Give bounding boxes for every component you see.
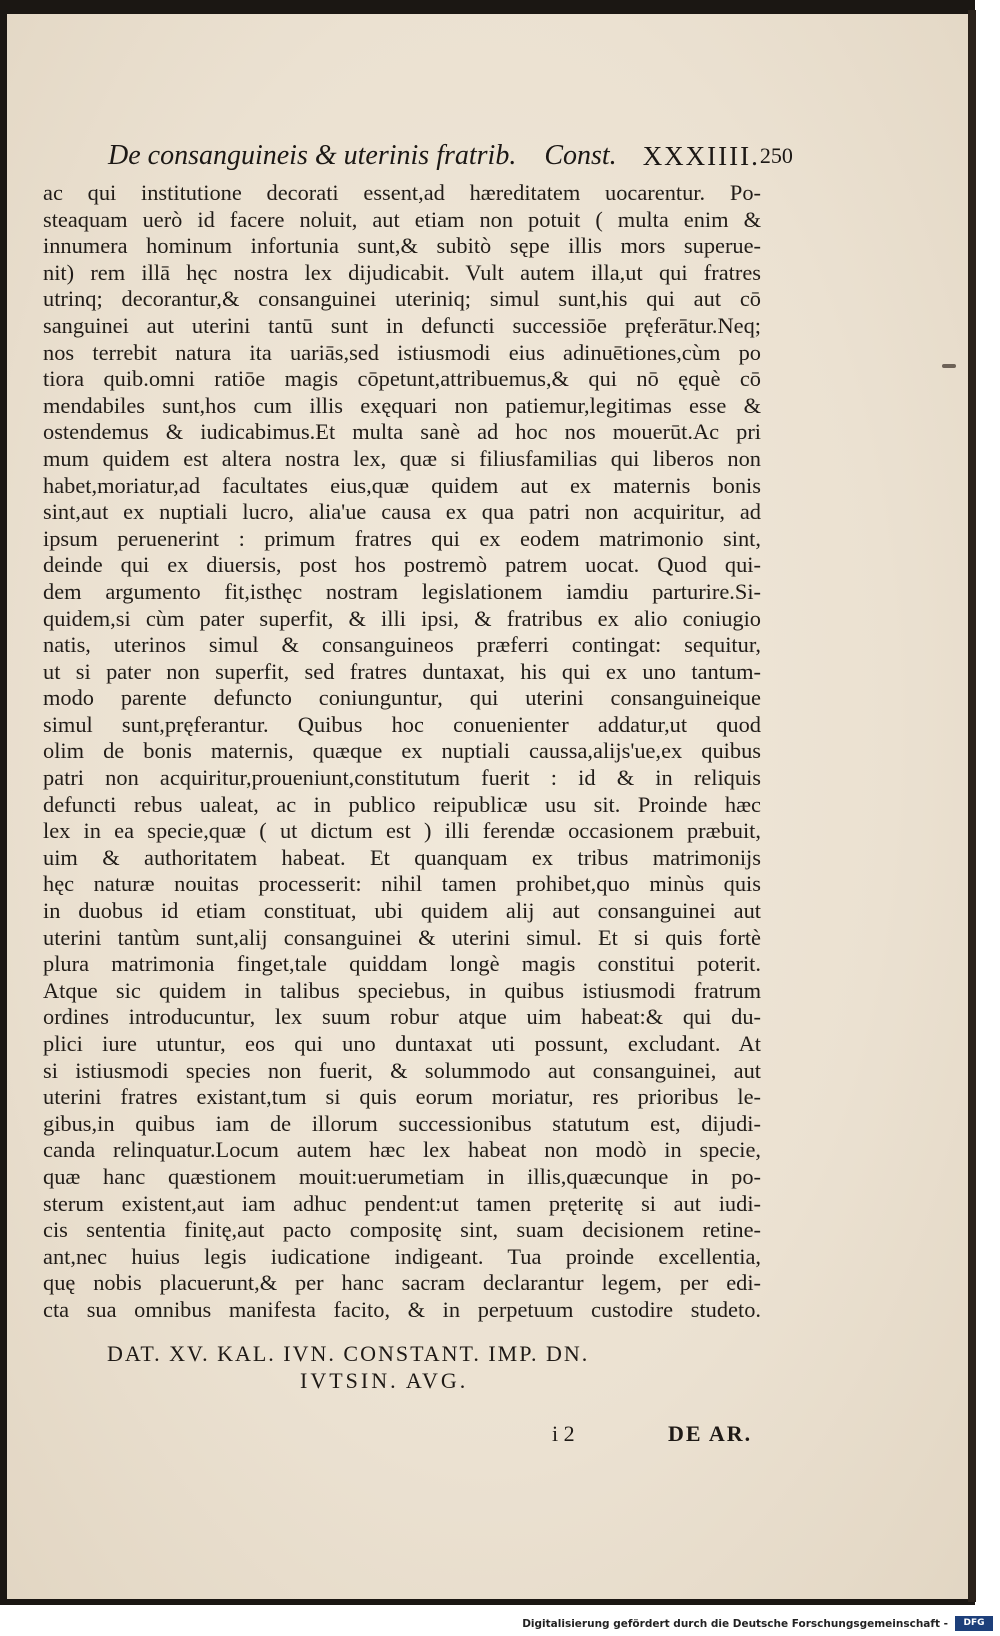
dfg-logo: DFG — [955, 1616, 993, 1631]
header-title: De consanguineis & uterinis fratrib. — [108, 140, 517, 171]
text-line: uterini fratres existant,tum si quis eorum moriatur, res prioribus le- — [43, 1084, 761, 1110]
text-line: olim de bonis maternis, quæque ex nuptiali caussa,alijs'ue,ex quibus — [43, 738, 761, 764]
text-line: mendabiles sunt,hos cum illis exęquari non patiemur,legitimas esse & — [43, 392, 761, 418]
text-line: innumera hominum infortunia sunt,& subitò sępe illis mors superue- — [43, 233, 761, 259]
digitization-credit: Digitalisierung gefördert durch die Deutsche Forschungsgemeinschaft - — [522, 1618, 948, 1630]
text-line: ant,nec huius legis iudicatione indigeant. Tua proinde excellentia, — [43, 1243, 761, 1269]
text-line: ut si pater non superfit, sed fratres duntaxat, his qui ex uno tantum- — [43, 658, 761, 684]
text-line: steaquam uerò id facere noluit, aut etiam non potuit ( multa enim & — [43, 206, 761, 232]
header-const: Const. — [544, 140, 617, 171]
text-line: uim & authoritatem habeat. Et quanquam ex tribus matrimonijs — [43, 844, 761, 870]
text-line: ordines introducuntur, lex suum robur atque uim habeat:& qui du- — [43, 1004, 761, 1030]
text-line: plici iure utuntur, eos qui uno duntaxat uti possunt, excludant. At — [43, 1031, 761, 1056]
text-line: natis, uterinos simul & consanguineos præferri contingat: sequitur, — [43, 632, 761, 658]
dating-line-1: DAT. XV. KAL. IVN. CONSTANT. IMP. DN. — [107, 1341, 590, 1366]
body-text — [43, 180, 761, 1324]
text-line: canda relinquatur.Locum autem hæc lex habeat non modò in specie, — [43, 1137, 761, 1163]
text-line: quę nobis placuerunt,& per hanc sacram declarantur legem, per edi- — [43, 1270, 761, 1296]
text-line: sint,aut ex nuptiali lucro, alia'ue causa ex qua patri non acquiritur, ad — [43, 499, 761, 525]
text-line: defuncti rebus ualeat, ac in publico reipublicæ usu sit. Proinde hæc — [43, 791, 761, 817]
text-line: lex in ea specie,quæ ( ut dictum est ) illi ferendæ occasionem præbuit, — [43, 818, 761, 844]
text-line: tiora quib.omni ratiōe magis cōpetunt,attribuemus,& qui nō ęquè cō — [43, 366, 761, 392]
header-constitution-number: XXXIIII. — [642, 140, 760, 171]
text-line: si istiusmodi species non fuerit, & solummodo aut consanguinei, aut — [43, 1057, 761, 1083]
text-line: utrinq; decorantur,& consanguinei uteriniq; simul sunt,his qui aut cō — [43, 286, 761, 312]
text-line: hęc naturæ nouitas processerit: nihil tamen prohibet,quo minùs quis — [43, 871, 761, 897]
text-line: nit) rem illā hęc nostra lex dijudicabit. Vult autem illa,ut qui fratres — [43, 259, 761, 285]
text-line: in duobus id etiam constituat, ubi quidem alij aut consanguinei aut — [43, 898, 761, 924]
text-line: uterini tantùm sunt,alij consanguinei & uterini simul. Et si quis fortè — [43, 924, 761, 950]
signature-mark: i 2 — [552, 1421, 575, 1446]
text-line: ostendemus & iudicabimus.Et multa sanè ad hoc nos mouerūt.Ac pri — [43, 419, 761, 445]
text-line: deinde qui ex diuersis, post hos postremò patrem uocat. Quod qui- — [43, 552, 761, 578]
text-line: habet,moriatur,ad facultates eius,quæ quidem aut ex maternis bonis — [43, 472, 761, 498]
text-line: sterum existent,aut iam adhuc pendent:ut tamen pręteritę si aut iudi- — [43, 1190, 761, 1216]
running-header — [108, 138, 793, 174]
text-line: gibus,in quibus iam de illorum successionibus statutum est, dijudi- — [43, 1110, 761, 1136]
text-line: dem argumento fit,isthęc nostram legislationem iamdiu parturire.Si- — [43, 578, 761, 604]
text-line: simul sunt,pręferantur. Quibus hoc conuenienter addatur,ut quod — [43, 711, 761, 737]
text-line: ac qui institutione decorati essent,ad hæreditatem uocarentur. Po- — [43, 180, 761, 205]
text-line: cis sententia finitę,aut pacto compositę sint, suam decisionem retine- — [43, 1217, 761, 1243]
catchword: DE AR. — [668, 1421, 753, 1446]
text-line: quidem,si cùm pater superfit, & illi ipsi, & fratribus ex alio coniugio — [43, 605, 761, 631]
text-line: patri non acquiritur,proueniunt,constitutum fuerit : id & in reliquis — [43, 765, 761, 791]
page-edge — [968, 10, 976, 1602]
text-line: modo parente defuncto coniunguntur, qui uterini consanguineique — [43, 685, 761, 711]
text-line: quæ hanc quæstionem mouit:uerumetiam in illis,quæcunque in po- — [43, 1163, 761, 1189]
text-line: Atque sic quidem in talibus speciebus, in quibus istiusmodi fratrum — [43, 977, 761, 1003]
text-line: plura matrimonia finget,tale quiddam longè magis constitui poterit. — [43, 951, 761, 977]
text-line: cta sua omnibus manifesta facito, & in perpetuum custodire studeto. — [43, 1296, 761, 1322]
text-line: ipsum peruenerint : primum fratres qui ex eodem matrimonio sint, — [43, 525, 761, 551]
margin-mark — [942, 364, 956, 368]
folio-number: 250 — [759, 143, 793, 168]
text-line: mum quidem est altera nostra lex, quæ si filiusfamilias qui liberos non — [43, 445, 761, 471]
text-line: sanguinei aut uterini tantū sunt in defuncti successiōe pręferātur.Neq; — [43, 312, 761, 338]
dating-line-2: IVTSIN. AVG. — [300, 1368, 469, 1393]
text-line: nos terrebit natura ita uariās,sed istiusmodi eius adinuētiones,cùm po — [43, 339, 761, 365]
